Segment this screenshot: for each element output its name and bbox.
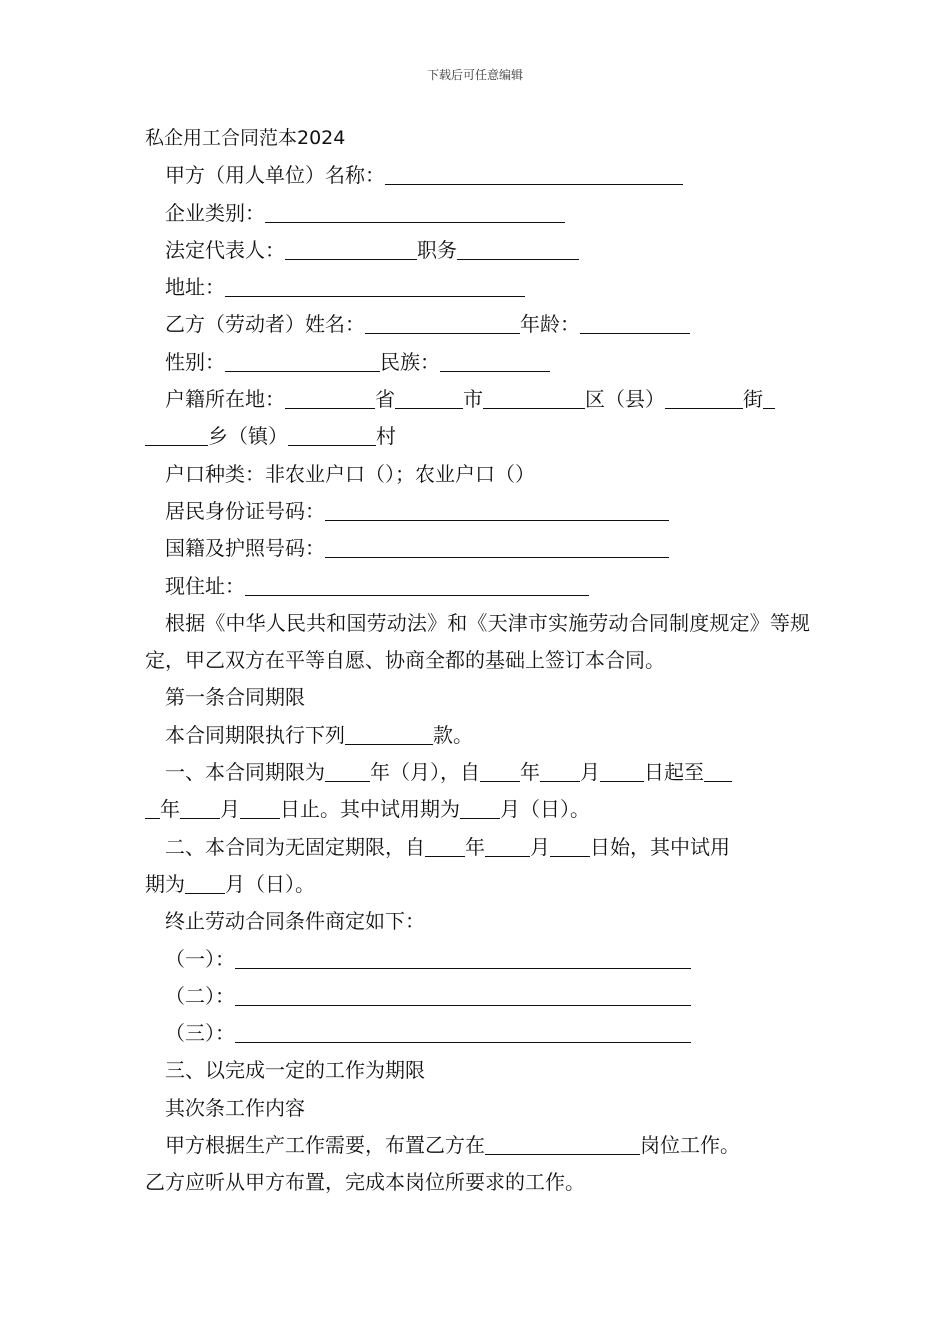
party-a-name-blank[interactable]	[385, 162, 683, 185]
open-start-year-blank[interactable]	[425, 834, 465, 857]
city-blank[interactable]	[395, 386, 463, 409]
condition-row	[145, 978, 810, 1015]
header-note: 下载后可任意编辑	[426, 68, 523, 82]
open-probation-blank[interactable]	[185, 871, 225, 894]
village-label: 村	[376, 424, 396, 449]
party-a-address-row	[145, 269, 810, 306]
party-a-address-blank[interactable]	[225, 274, 525, 297]
residence-label: 现住址：	[165, 573, 245, 598]
condition-label: （二）：	[165, 983, 235, 1008]
passport-blank[interactable]	[325, 535, 669, 558]
article2-heading: 其次条工作内容	[165, 1095, 305, 1120]
household-row	[145, 381, 810, 418]
city-label: 市	[463, 387, 483, 412]
open-term-text: 二、本合同为无固定期限，自	[165, 834, 425, 859]
legal-rep-label: 法定代表人：	[165, 237, 285, 262]
township-row	[145, 418, 810, 455]
party-b-name-row	[145, 306, 810, 343]
probation-blank[interactable]	[460, 796, 500, 819]
fixed-term-text: 年（月），自	[370, 760, 480, 785]
hukou-type-row	[145, 456, 810, 493]
position-blank[interactable]	[457, 237, 579, 260]
start-month-blank[interactable]	[540, 759, 580, 782]
fixed-term-text: 月	[220, 797, 240, 822]
article1-heading: 第一条合同期限	[165, 685, 305, 710]
gender-row	[145, 344, 810, 381]
preamble-paragraph: 根据《中华人民共和国劳动法》和《天津市实施劳动合同制度规定》等规定，甲乙双方在平等自愿、协商全都的基础上签订本合同。	[145, 610, 810, 673]
end-year-blank-cont[interactable]	[145, 796, 160, 819]
street-label: 街	[743, 387, 763, 412]
position-label: 职务	[417, 237, 457, 262]
term-select-post: 款。	[433, 722, 473, 747]
party-a-address-label: 地址：	[165, 275, 225, 300]
province-blank[interactable]	[285, 386, 375, 409]
condition-label: （一）：	[165, 946, 235, 971]
passport-label: 国籍及护照号码：	[165, 536, 325, 561]
passport-row	[145, 530, 810, 567]
legal-rep-row	[145, 232, 810, 269]
work-content-text: 甲方根据生产工作需要，布置乙方在	[165, 1133, 485, 1158]
work-content-row-cont: 乙方应听从甲方布置，完成本岗位所要求的工作。	[145, 1170, 585, 1195]
age-label: 年龄：	[520, 312, 580, 337]
open-start-day-blank[interactable]	[550, 834, 590, 857]
household-label: 户籍所在地：	[165, 387, 285, 412]
open-term-text: 月	[530, 834, 550, 859]
street-blank-tail[interactable]	[763, 386, 775, 409]
ethnicity-blank[interactable]	[440, 349, 550, 372]
party-b-name-blank[interactable]	[365, 311, 520, 334]
township-label: 乡（镇）	[208, 424, 288, 449]
age-blank[interactable]	[580, 311, 690, 334]
work-content-row	[145, 1127, 810, 1164]
hukou-type-text: 户口种类：非农业户口（）；农业户口（）	[165, 461, 535, 486]
start-day-blank[interactable]	[600, 759, 644, 782]
party-b-name-label: 乙方（劳动者）姓名：	[165, 312, 365, 337]
open-term-row	[145, 829, 810, 866]
open-term-text: 期为	[145, 871, 185, 896]
party-a-name-label: 甲方（用人单位）名称：	[165, 163, 385, 188]
fixed-term-text: 月（日）。	[500, 797, 590, 822]
fixed-term-text: 年	[520, 760, 540, 785]
party-a-name-row	[145, 157, 810, 194]
fixed-term-text: 一、本合同期限为	[165, 760, 325, 785]
document-title: 私企用工合同范本2024	[145, 127, 346, 149]
condition-label: （三）：	[165, 1021, 235, 1046]
enterprise-category-blank[interactable]	[265, 200, 565, 223]
province-label: 省	[375, 387, 395, 412]
street-blank[interactable]	[665, 386, 743, 409]
residence-row	[145, 568, 810, 605]
district-blank[interactable]	[483, 386, 585, 409]
district-label: 区（县）	[585, 387, 665, 412]
gender-blank[interactable]	[225, 349, 380, 372]
fixed-term-text: 年	[160, 797, 180, 822]
fixed-term-text: 日止。其中试用期为	[280, 797, 460, 822]
fixed-term-text: 日起至	[644, 760, 704, 785]
end-day-blank[interactable]	[240, 796, 280, 819]
term-select-row	[145, 717, 810, 754]
id-number-label: 居民身份证号码：	[165, 498, 325, 523]
condition-2-blank[interactable]	[235, 983, 691, 1006]
id-number-row	[145, 493, 810, 530]
open-term-text: 年	[465, 834, 485, 859]
end-year-blank[interactable]	[704, 759, 732, 782]
condition-1-blank[interactable]	[235, 946, 691, 969]
post-blank[interactable]	[485, 1132, 640, 1155]
condition-row	[145, 941, 810, 978]
residence-blank[interactable]	[245, 573, 589, 596]
fixed-term-years-blank[interactable]	[325, 759, 370, 782]
start-year-blank[interactable]	[480, 759, 520, 782]
fixed-term-row	[145, 754, 810, 791]
gender-label: 性别：	[165, 349, 225, 374]
township-blank[interactable]	[145, 423, 208, 446]
work-content-text: 岗位工作。	[640, 1133, 740, 1158]
contract-document	[145, 120, 810, 1202]
open-term-text: 月（日）。	[225, 871, 315, 896]
open-start-month-blank[interactable]	[485, 834, 530, 857]
fixed-term-text: 月	[580, 760, 600, 785]
condition-row	[145, 1015, 810, 1052]
ethnicity-label: 民族：	[380, 349, 440, 374]
id-number-blank[interactable]	[325, 498, 669, 521]
open-term-row-cont	[145, 866, 810, 903]
term-select-pre: 本合同期限执行下列	[165, 722, 345, 747]
term-select-blank[interactable]	[345, 722, 433, 745]
end-month-blank[interactable]	[180, 796, 220, 819]
fixed-term-row-cont	[145, 791, 810, 828]
task-term-item: 三、以完成一定的工作为期限	[165, 1058, 425, 1083]
enterprise-category-row	[145, 195, 810, 232]
legal-rep-blank[interactable]	[285, 237, 417, 260]
open-term-text: 日始，其中试用	[590, 834, 730, 859]
termination-heading: 终止劳动合同条件商定如下：	[165, 909, 425, 934]
condition-3-blank[interactable]	[235, 1020, 691, 1043]
enterprise-category-label: 企业类别：	[165, 200, 265, 225]
village-blank[interactable]	[288, 423, 376, 446]
